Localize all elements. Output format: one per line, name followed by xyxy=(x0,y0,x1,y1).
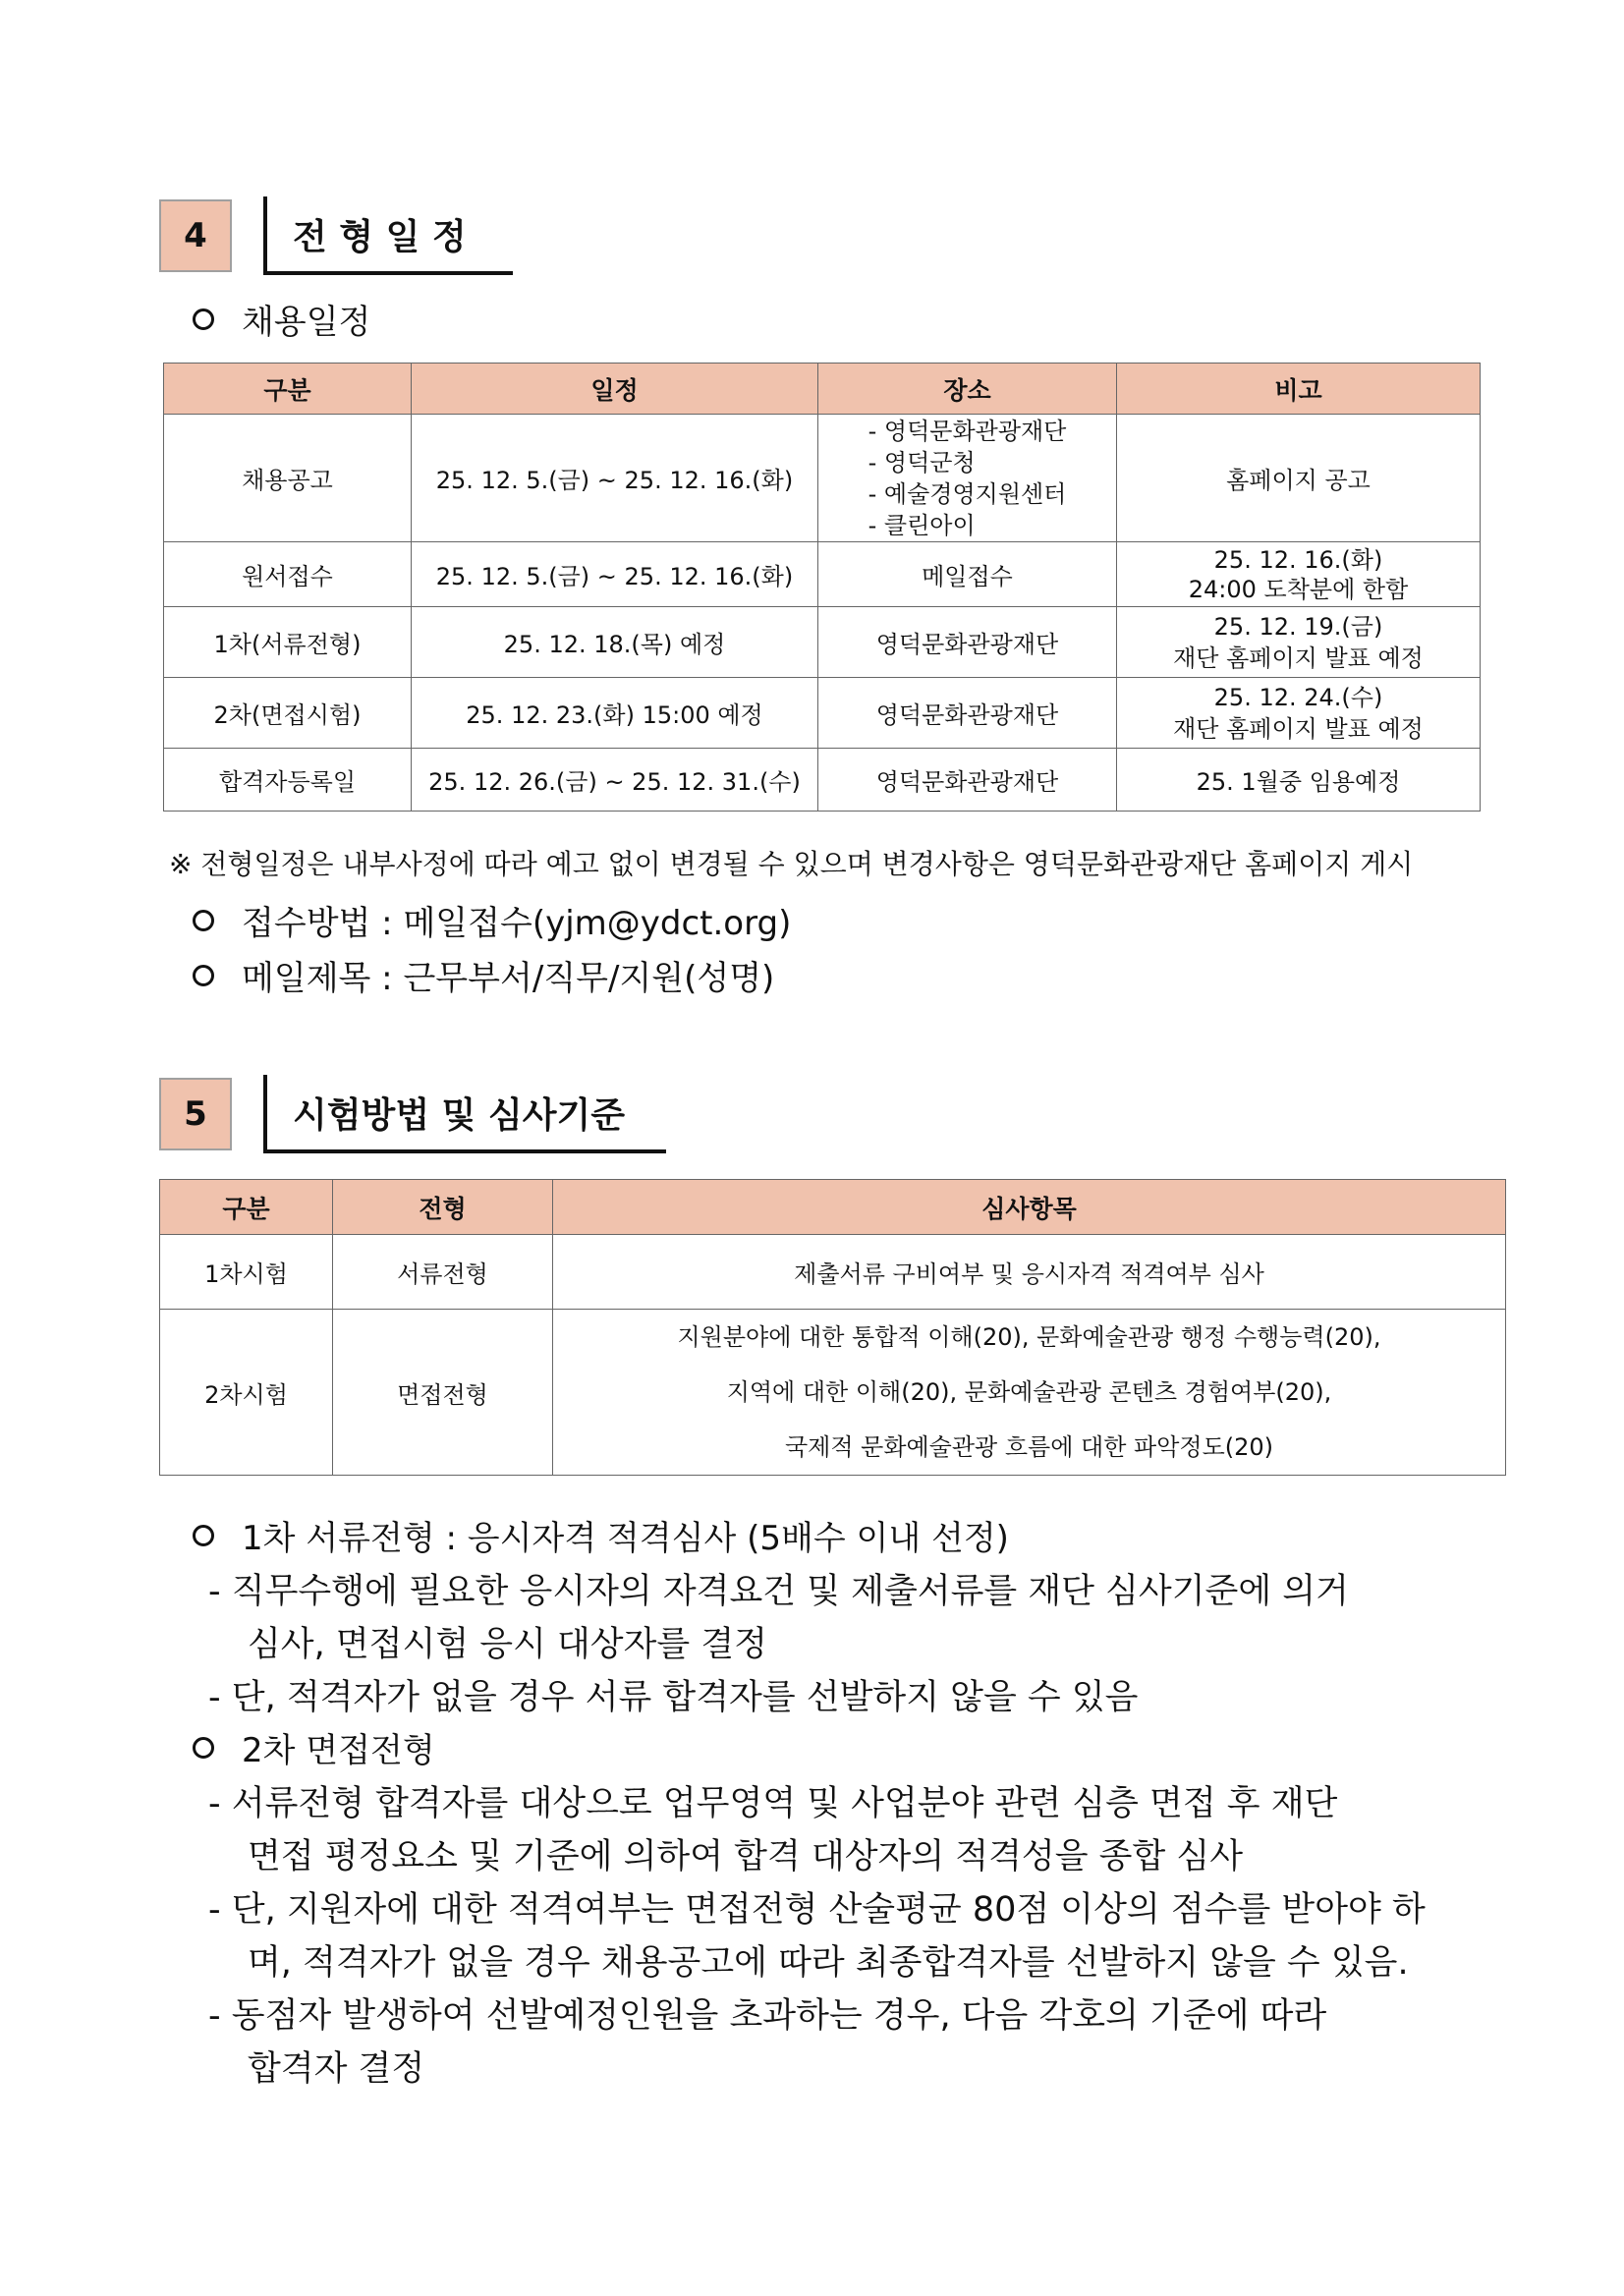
cell-category: 1차(서류전형) xyxy=(164,607,412,678)
bullet-text: 1차 서류전형 : 응시자격 적격심사 (5배수 이내 선정) xyxy=(242,1519,1009,1558)
cell-category: 원서접수 xyxy=(164,542,412,607)
header-date: 일정 xyxy=(412,364,818,415)
location-item: - 클린아이 xyxy=(868,511,976,539)
section-number-5: 5 xyxy=(159,1078,232,1150)
criteria-line: 지역에 대한 이해(20), 문화예술관광 콘텐츠 경험여부(20), xyxy=(726,1378,1332,1406)
header-items: 심사항목 xyxy=(553,1180,1506,1235)
cell-note: 25. 1월중 임용예정 xyxy=(1117,749,1481,812)
note-line: 25. 12. 16.(화) xyxy=(1213,545,1383,574)
circle-bullet-icon xyxy=(193,308,214,330)
bullet-text: 2차 면접전형 xyxy=(242,1731,435,1770)
cell-note xyxy=(1117,542,1481,607)
table-row xyxy=(164,542,1481,607)
cell-location: 영덕문화관광재단 xyxy=(818,749,1117,812)
stage1-item-1-line1: - 직무수행에 필요한 응시자의 자격요건 및 제출서류를 재단 심사기준에 의거 xyxy=(208,1572,1349,1611)
criteria-line: 지원분야에 대한 통합적 이해(20), 문화예술관광 행정 수행능력(20), xyxy=(677,1323,1381,1351)
section-title-box xyxy=(263,196,513,275)
section-number-4: 4 xyxy=(159,199,232,272)
table-row xyxy=(164,678,1481,749)
circle-bullet-icon xyxy=(193,1525,214,1546)
table-row xyxy=(160,1310,1506,1476)
location-item: - 영덕군청 xyxy=(868,448,976,476)
location-item: - 예술경영지원센터 xyxy=(868,479,1067,508)
location-item: - 영덕문화관광재단 xyxy=(868,417,1067,445)
circle-bullet-icon xyxy=(193,965,214,986)
cell-category: 2차(면접시험) xyxy=(164,678,412,749)
bullet-text: 채용일정 xyxy=(242,303,371,342)
cell-type: 서류전형 xyxy=(333,1235,553,1310)
cell-date: 25. 12. 5.(금) ~ 25. 12. 16.(화) xyxy=(412,542,818,607)
note-line: 24:00 도착분에 한함 xyxy=(1188,575,1409,603)
cell-date: 25. 12. 23.(화) 15:00 예정 xyxy=(412,678,818,749)
cell-stage: 1차시험 xyxy=(160,1235,333,1310)
stage1-item-1-line2: 심사, 면접시험 응시 대상자를 결정 xyxy=(248,1625,767,1664)
cell-items xyxy=(553,1310,1506,1476)
table-row xyxy=(164,607,1481,678)
table-row xyxy=(164,415,1481,542)
criteria-table xyxy=(159,1179,1506,1476)
cell-location xyxy=(818,415,1117,542)
criteria-line: 국제적 문화예술관광 흐름에 대한 파악정도(20) xyxy=(784,1433,1274,1461)
stage2-item-2-line1: - 단, 지원자에 대한 적격여부는 면접전형 산술평균 80점 이상의 점수를 받아야 하 xyxy=(208,1890,1426,1930)
stage2-item-3-line1: - 동점자 발생하여 선발예정인원을 초과하는 경우, 다음 각호의 기준에 따라 xyxy=(208,1996,1327,2036)
stage2-item-1-line1: - 서류전형 합격자를 대상으로 업무영역 및 사업분야 관련 심층 면접 후 재단 xyxy=(208,1784,1338,1823)
stage2-item-3-line2: 합격자 결정 xyxy=(248,2049,425,2089)
cell-date: 25. 12. 26.(금) ~ 25. 12. 31.(수) xyxy=(412,749,818,812)
cell-items: 제출서류 구비여부 및 응시자격 적격여부 심사 xyxy=(553,1235,1506,1310)
circle-bullet-icon xyxy=(193,1737,214,1759)
bullet-text: 메일제목 : 근무부서/직무/지원(성명) xyxy=(242,959,775,998)
header-location: 장소 xyxy=(818,364,1117,415)
cell-location: 영덕문화관광재단 xyxy=(818,607,1117,678)
note-line: 25. 12. 19.(금) xyxy=(1213,612,1383,641)
bullet-text: 접수방법 : 메일접수(yjm@ydct.org) xyxy=(242,904,792,943)
cell-date: 25. 12. 5.(금) ~ 25. 12. 16.(화) xyxy=(412,415,818,542)
section-title-box xyxy=(263,1075,666,1153)
header-stage: 구분 xyxy=(160,1180,333,1235)
schedule-table xyxy=(163,363,1481,812)
cell-note xyxy=(1117,607,1481,678)
cell-category: 합격자등록일 xyxy=(164,749,412,812)
bullet-stage1 xyxy=(193,1511,1009,1559)
schedule-notice: ※ 전형일정은 내부사정에 따라 예고 없이 변경될 수 있으며 변경사항은 영덕문화관광재단 홈페이지 게시 xyxy=(169,848,1414,880)
cell-note: 홈페이지 공고 xyxy=(1117,415,1481,542)
cell-location: 메일접수 xyxy=(818,542,1117,607)
header-type: 전형 xyxy=(333,1180,553,1235)
bullet-recruit-schedule xyxy=(193,295,370,343)
stage2-item-1-line2: 면접 평정요소 및 기준에 의하여 합격 대상자의 적격성을 종합 심사 xyxy=(248,1837,1244,1876)
cell-category: 채용공고 xyxy=(164,415,412,542)
stage2-item-2-line2: 며, 적격자가 없을 경우 채용공고에 따라 최종합격자를 선발하지 않을 수 있음. xyxy=(248,1943,1409,1983)
table-row xyxy=(160,1235,1506,1310)
header-note: 비고 xyxy=(1117,364,1481,415)
circle-bullet-icon xyxy=(193,910,214,931)
cell-location: 영덕문화관광재단 xyxy=(818,678,1117,749)
section-title: 시험방법 및 심사기준 xyxy=(293,1094,626,1136)
bullet-method xyxy=(193,896,791,944)
cell-stage: 2차시험 xyxy=(160,1310,333,1476)
bullet-subject xyxy=(193,951,774,999)
cell-type: 면접전형 xyxy=(333,1310,553,1476)
note-line: 재단 홈페이지 발표 예정 xyxy=(1173,714,1424,743)
cell-date: 25. 12. 18.(목) 예정 xyxy=(412,607,818,678)
section-title: 전 형 일 정 xyxy=(293,216,467,257)
header-category: 구분 xyxy=(164,364,412,415)
note-line: 25. 12. 24.(수) xyxy=(1213,683,1383,711)
stage1-item-2: - 단, 적격자가 없을 경우 서류 합격자를 선발하지 않을 수 있음 xyxy=(208,1678,1139,1717)
bullet-stage2 xyxy=(193,1723,435,1771)
cell-note xyxy=(1117,678,1481,749)
note-line: 재단 홈페이지 발표 예정 xyxy=(1173,644,1424,672)
table-row xyxy=(164,749,1481,812)
